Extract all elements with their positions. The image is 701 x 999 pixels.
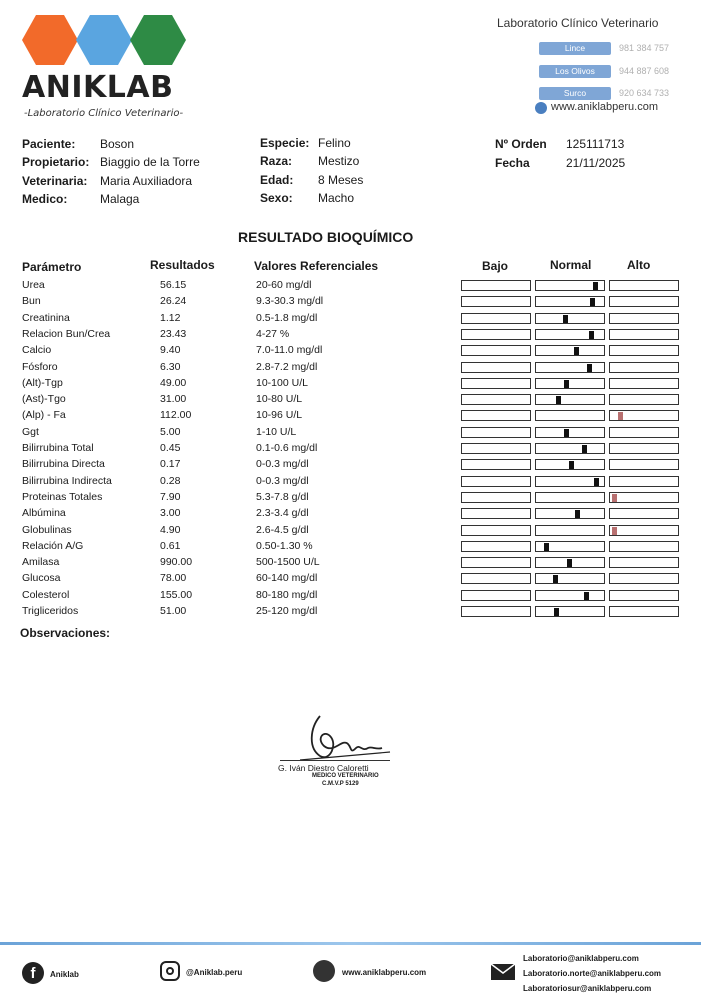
result-marker: [593, 282, 598, 290]
branch-pill-los-olivos: Los Olivos: [539, 65, 611, 78]
range-bar-alto: [609, 443, 679, 454]
result-marker: [612, 527, 617, 535]
edad-value: 8 Meses: [318, 173, 364, 187]
row-result: 4.90: [160, 524, 181, 536]
range-bar-bajo: [461, 508, 531, 519]
mail-icon: [490, 963, 516, 981]
row-ref-range: 5.3-7.8 g/dl: [256, 491, 309, 503]
propietario-label: Propietario:: [22, 155, 90, 169]
col-header-bajo: Bajo: [482, 259, 509, 273]
range-bar-alto: [609, 525, 679, 536]
row-ref-range: 80-180 mg/dl: [256, 589, 318, 601]
row-ref-range: 500-1500 U/L: [256, 556, 320, 568]
range-bar-normal: [535, 427, 605, 438]
range-bar-bajo: [461, 557, 531, 568]
range-bar-alto: [609, 557, 679, 568]
range-bar-alto: [609, 410, 679, 421]
row-param: Bun: [22, 295, 41, 307]
paciente-value: Boson: [100, 137, 135, 151]
range-bar-alto: [609, 345, 679, 356]
branch-phone-los-olivos: 944 887 608: [619, 66, 670, 76]
range-bar-normal: [535, 296, 605, 307]
row-result: 3.00: [160, 507, 181, 519]
col-header-valores: Valores Referenciales: [254, 259, 379, 273]
col-header-alto: Alto: [627, 258, 651, 272]
logo-hex-blue: [76, 15, 132, 65]
orden-value: 125111713: [566, 137, 625, 151]
row-ref-range: 4-27 %: [256, 328, 290, 340]
row-param: Ggt: [22, 426, 39, 438]
range-bar-normal: [535, 557, 605, 568]
row-param: Bilirrubina Indirecta: [22, 475, 112, 487]
range-bar-alto: [609, 590, 679, 601]
row-param: Colesterol: [22, 589, 70, 601]
result-marker: [564, 429, 569, 437]
range-bar-bajo: [461, 573, 531, 584]
range-bar-bajo: [461, 410, 531, 421]
result-marker: [590, 298, 595, 306]
row-result: 0.61: [160, 540, 181, 552]
row-ref-range: 10-96 U/L: [256, 409, 303, 421]
footer-email-1: Laboratorio@aniklabperu.com: [523, 954, 639, 963]
row-result: 7.90: [160, 491, 181, 503]
row-ref-range: 1-10 U/L: [256, 426, 297, 438]
signature-line: [280, 760, 390, 761]
header-website: www.aniklabperu.com: [551, 101, 658, 113]
row-result: 5.00: [160, 426, 181, 438]
result-marker: [567, 559, 572, 567]
row-ref-range: 9.3-30.3 mg/dl: [256, 295, 324, 307]
row-result: 51.00: [160, 605, 187, 617]
row-param: Trigliceridos: [22, 605, 79, 617]
col-header-resultados: Resultados: [150, 258, 215, 272]
row-result: 0.28: [160, 475, 181, 487]
range-bar-normal: [535, 606, 605, 617]
range-bar-normal: [535, 525, 605, 536]
row-param: Proteinas Totales: [22, 491, 103, 503]
range-bar-normal: [535, 508, 605, 519]
result-marker: [575, 510, 580, 518]
row-result: 0.45: [160, 442, 181, 454]
footer-instagram: @Aniklab.peru: [186, 968, 243, 977]
range-bar-bajo: [461, 345, 531, 356]
range-bar-normal: [535, 443, 605, 454]
row-result: 26.24: [160, 295, 187, 307]
row-result: 1.12: [160, 312, 181, 324]
especie-value: Felino: [318, 136, 351, 150]
range-bar-normal: [535, 362, 605, 373]
result-marker: [594, 478, 599, 486]
result-marker: [544, 543, 549, 551]
range-bar-bajo: [461, 394, 531, 405]
row-param: (Alp) - Fa: [22, 409, 66, 421]
report-title: RESULTADO BIOQUÍMICO: [238, 229, 414, 245]
row-result: 31.00: [160, 393, 187, 405]
range-bar-normal: [535, 459, 605, 470]
row-result: 78.00: [160, 572, 187, 584]
lab-title: Laboratorio Clínico Veterinario: [497, 16, 659, 30]
result-marker: [612, 494, 617, 502]
row-param: Relación A/G: [22, 540, 84, 552]
row-result: 155.00: [160, 589, 193, 601]
range-bar-bajo: [461, 313, 531, 324]
range-bar-normal: [535, 573, 605, 584]
globe-icon: [535, 102, 547, 114]
row-param: Amilasa: [22, 556, 60, 568]
range-bar-alto: [609, 280, 679, 291]
result-marker: [554, 608, 559, 616]
facebook-icon: f: [22, 962, 44, 984]
range-bar-alto: [609, 476, 679, 487]
paciente-label: Paciente:: [22, 137, 76, 151]
signature-cmvp: C.M.V.P 5129: [322, 781, 359, 787]
signature-title: MEDICO VETERINARIO: [312, 773, 379, 779]
range-bar-alto: [609, 378, 679, 389]
instagram-icon: [160, 961, 180, 981]
row-ref-range: 0.1-0.6 mg/dl: [256, 442, 318, 454]
range-bar-alto: [609, 508, 679, 519]
range-bar-alto: [609, 362, 679, 373]
row-param: Albúmina: [22, 507, 66, 519]
range-bar-alto: [609, 313, 679, 324]
row-ref-range: 10-80 U/L: [256, 393, 303, 405]
footer-email-2: Laboratorio.norte@aniklabperu.com: [523, 969, 662, 978]
row-ref-range: 2.6-4.5 g/dl: [256, 524, 309, 536]
row-ref-range: 2.3-3.4 g/dl: [256, 507, 309, 519]
range-bar-bajo: [461, 443, 531, 454]
row-param: Bilirrubina Directa: [22, 458, 105, 470]
col-header-normal: Normal: [550, 258, 592, 272]
result-marker: [587, 364, 592, 372]
range-bar-bajo: [461, 427, 531, 438]
brand-logo-text: ANIKLAB: [22, 70, 174, 105]
range-bar-bajo: [461, 459, 531, 470]
range-bar-normal: [535, 345, 605, 356]
row-ref-range: 7.0-11.0 mg/dl: [256, 344, 323, 356]
result-marker: [569, 461, 574, 469]
result-marker: [589, 331, 594, 339]
range-bar-bajo: [461, 606, 531, 617]
row-result: 9.40: [160, 344, 181, 356]
row-ref-range: 0.5-1.8 mg/dl: [256, 312, 318, 324]
row-ref-range: 0.50-1.30 %: [256, 540, 313, 552]
col-header-parametro: Parámetro: [22, 260, 82, 274]
range-bar-normal: [535, 541, 605, 552]
row-result: 112.00: [160, 409, 192, 421]
range-bar-normal: [535, 590, 605, 601]
row-result: 56.15: [160, 279, 187, 291]
range-bar-bajo: [461, 525, 531, 536]
result-marker: [556, 396, 561, 404]
range-bar-alto: [609, 459, 679, 470]
row-param: Urea: [22, 279, 45, 291]
veterinaria-label: Veterinaria:: [22, 174, 88, 188]
row-result: 49.00: [160, 377, 187, 389]
row-result: 990.00: [160, 556, 193, 568]
result-marker: [553, 575, 558, 583]
row-param: Bilirrubina Total: [22, 442, 94, 454]
logo-hex-green: [130, 15, 186, 65]
result-marker: [618, 412, 623, 420]
range-bar-alto: [609, 427, 679, 438]
row-ref-range: 2.8-7.2 mg/dl: [256, 361, 318, 373]
range-bar-bajo: [461, 362, 531, 373]
range-bar-alto: [609, 394, 679, 405]
observaciones-label: Observaciones:: [20, 626, 111, 640]
logo-hex-orange: [22, 15, 78, 65]
range-bar-normal: [535, 329, 605, 340]
brand-subtitle: -Laboratorio Clínico Veterinario-: [24, 108, 184, 119]
branch-phone-surco: 920 634 733: [619, 88, 670, 98]
row-param: Creatinina: [22, 312, 70, 324]
result-marker: [574, 347, 579, 355]
range-bar-alto: [609, 296, 679, 307]
row-param: (Alt)-Tgp: [22, 377, 63, 389]
row-param: Fósforo: [22, 361, 58, 373]
medico-label: Medico:: [22, 192, 68, 206]
edad-label: Edad:: [260, 173, 294, 187]
footer-email-3: Laboratoriosur@aniklabperu.com: [523, 984, 652, 993]
range-bar-bajo: [461, 296, 531, 307]
range-bar-normal: [535, 394, 605, 405]
range-bar-alto: [609, 606, 679, 617]
sexo-label: Sexo:: [260, 191, 293, 205]
veterinaria-value: Maria Auxiliadora: [100, 174, 193, 188]
range-bar-alto: [609, 573, 679, 584]
range-bar-alto: [609, 329, 679, 340]
branch-pill-lince: Lince: [539, 42, 611, 55]
range-bar-normal: [535, 476, 605, 487]
row-result: 23.43: [160, 328, 187, 340]
medico-value: Malaga: [100, 192, 140, 206]
footer-facebook: Aniklab: [50, 970, 79, 979]
range-bar-alto: [609, 492, 679, 503]
row-ref-range: 0-0.3 mg/dl: [256, 458, 309, 470]
range-bar-normal: [535, 410, 605, 421]
especie-label: Especie:: [260, 136, 310, 150]
row-param: Calcio: [22, 344, 52, 356]
result-marker: [582, 445, 587, 453]
range-bar-bajo: [461, 541, 531, 552]
range-bar-normal: [535, 378, 605, 389]
row-result: 0.17: [160, 458, 181, 470]
fecha-value: 21/11/2025: [566, 156, 626, 170]
result-marker: [563, 315, 568, 323]
range-bar-normal: [535, 280, 605, 291]
world-icon: [313, 960, 335, 982]
row-param: Relacion Bun/Crea: [22, 328, 111, 340]
row-param: (Ast)-Tgo: [22, 393, 66, 405]
sexo-value: Macho: [318, 191, 355, 205]
range-bar-bajo: [461, 329, 531, 340]
range-bar-bajo: [461, 492, 531, 503]
row-result: 6.30: [160, 361, 181, 373]
row-ref-range: 10-100 U/L: [256, 377, 308, 389]
row-ref-range: 20-60 mg/dl: [256, 279, 312, 291]
row-param: Glucosa: [22, 572, 61, 584]
branch-phone-lince: 981 384 757: [619, 43, 670, 53]
footer-divider: [0, 942, 701, 945]
range-bar-normal: [535, 313, 605, 324]
result-marker: [584, 592, 589, 600]
signature-scribble: [290, 708, 400, 768]
result-marker: [564, 380, 569, 388]
range-bar-bajo: [461, 590, 531, 601]
row-ref-range: 0-0.3 mg/dl: [256, 475, 309, 487]
raza-value: Mestizo: [318, 154, 360, 168]
signature-name: G. Iván Diestro Caloretti: [278, 763, 369, 773]
range-bar-bajo: [461, 280, 531, 291]
row-ref-range: 25-120 mg/dl: [256, 605, 318, 617]
range-bar-alto: [609, 541, 679, 552]
row-param: Globulinas: [22, 524, 72, 536]
orden-label: Nº Orden: [495, 137, 547, 151]
propietario-value: Biaggio de la Torre: [100, 155, 200, 169]
footer-website: www.aniklabperu.com: [342, 968, 427, 977]
range-bar-normal: [535, 492, 605, 503]
branch-pill-surco: Surco: [539, 87, 611, 100]
range-bar-bajo: [461, 476, 531, 487]
fecha-label: Fecha: [495, 156, 530, 170]
range-bar-bajo: [461, 378, 531, 389]
raza-label: Raza:: [260, 154, 293, 168]
row-ref-range: 60-140 mg/dl: [256, 572, 318, 584]
